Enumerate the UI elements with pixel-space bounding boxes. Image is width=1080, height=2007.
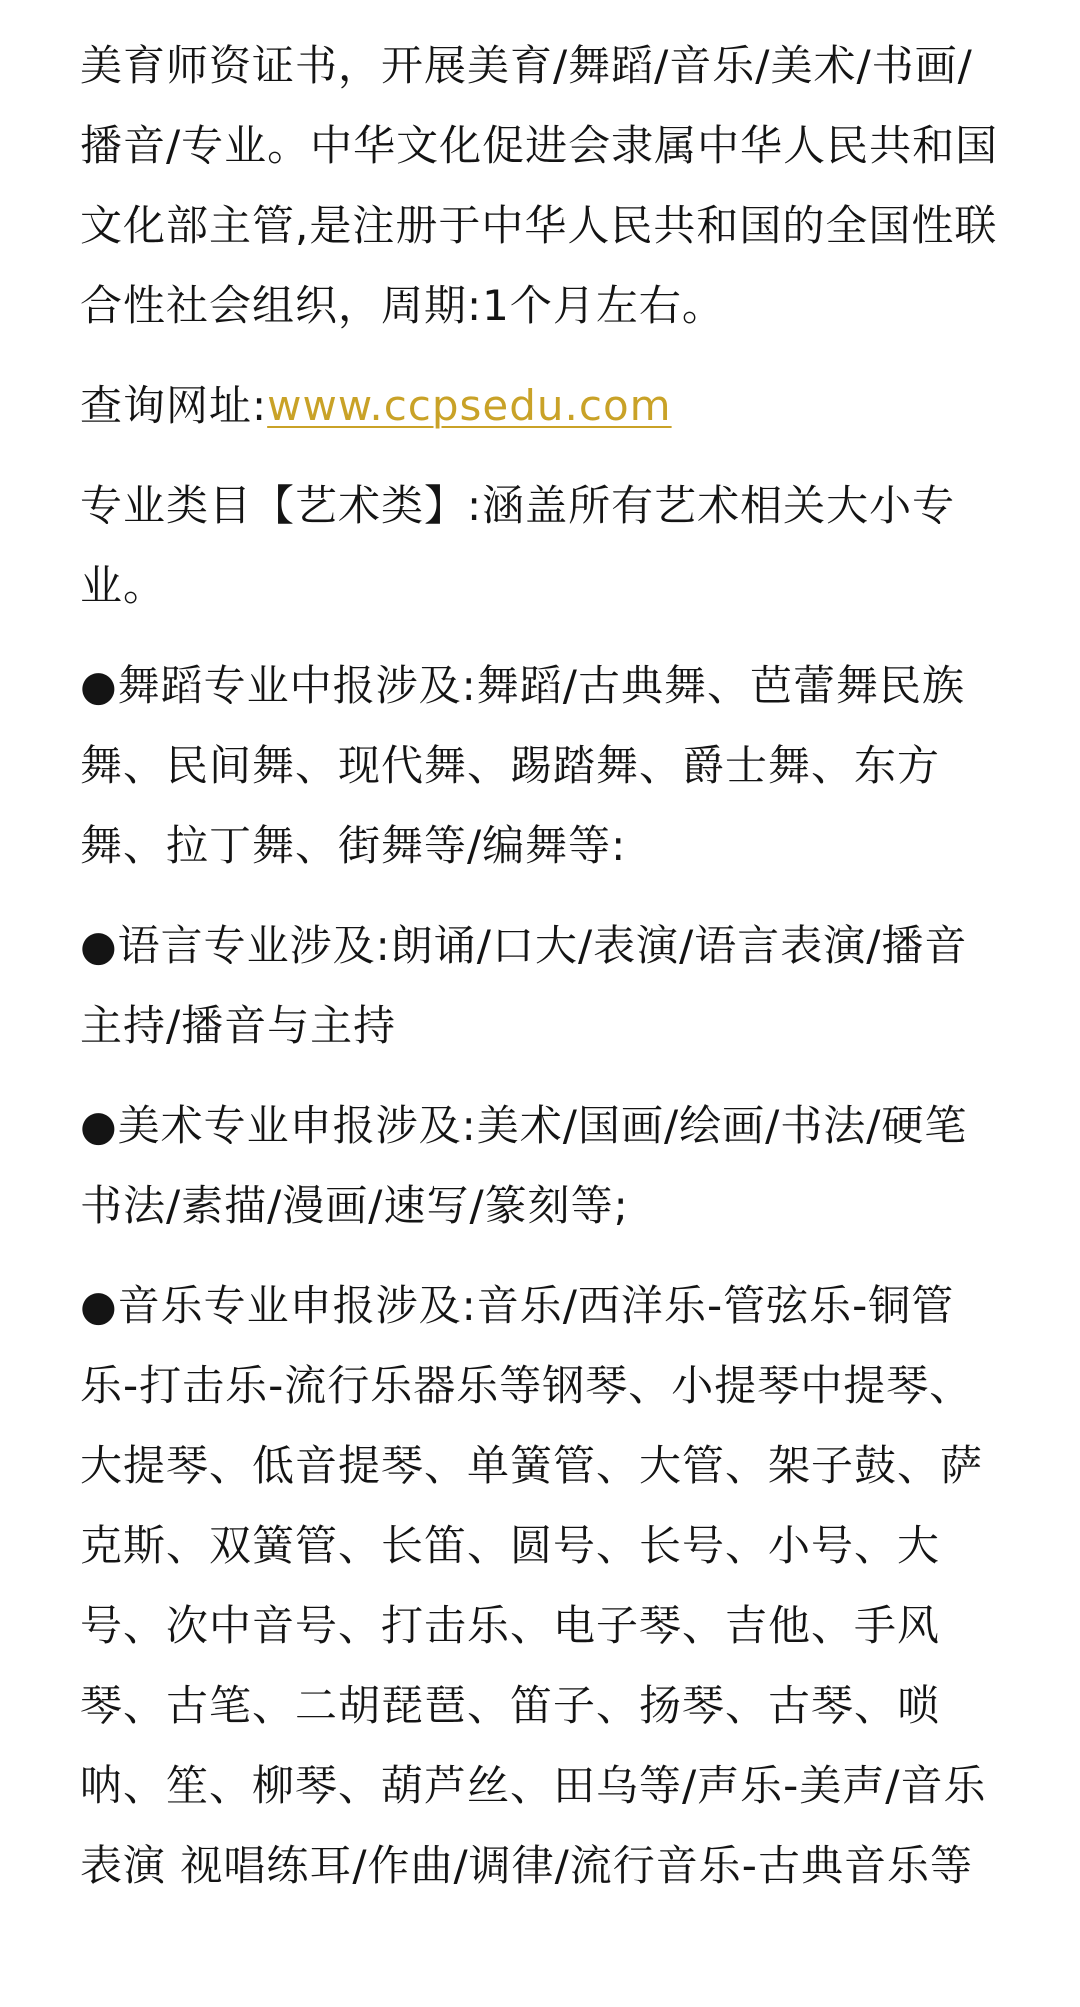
art-paragraph: ●美术专业申报涉及:美术/国画/绘画/书法/硬笔书法/素描/漫画/速写/篆刻等; bbox=[80, 1101, 968, 1230]
dance-paragraph: ●舞蹈专业中报涉及:舞蹈/古典舞、芭蕾舞民族舞、民间舞、现代舞、踢踏舞、爵士舞、东方舞、拉丁舞、街舞等/编舞等: bbox=[80, 661, 965, 870]
query-label: 查询网址: bbox=[80, 381, 268, 430]
intro-paragraph: 美育师资证书，开展美育/舞蹈/音乐/美术/书画/播音/专业。中华文化促进会隶属中华人民共和国文化部主管,是注册于中华人民共和国的全国性联合性社会组织，周期:1个月左右。 bbox=[80, 41, 999, 330]
category-paragraph: 专业类目【艺术类】:涵盖所有艺术相关大小专业。 bbox=[80, 481, 956, 610]
music-paragraph: ●音乐专业申报涉及:音乐/西洋乐-管弦乐-铜管乐-打击乐-流行乐器乐等钢琴、小提琴中提琴、大提琴、低音提琴、单簧管、大管、架子鼓、萨克斯、双簧管、长笛、圆号、长号、小号、大号、次中音号、打击乐、电子琴、吉他、手风琴、古笔、二胡琵琶、笛子、扬琴、古琴、唢呐、笙、柳琴、葫芦丝、田乌等/声乐-美声/音乐表演 视唱练耳/作曲/调律/流行音乐-古典音乐等 bbox=[80, 1281, 987, 1890]
query-url-link[interactable]: www.ccpsedu.com bbox=[267, 381, 672, 430]
article-body bbox=[80, 26, 1010, 1906]
query-paragraph bbox=[80, 366, 1010, 446]
language-paragraph: ●语言专业涉及:朗诵/口大/表演/语言表演/播音主持/播音与主持 bbox=[80, 921, 968, 1050]
